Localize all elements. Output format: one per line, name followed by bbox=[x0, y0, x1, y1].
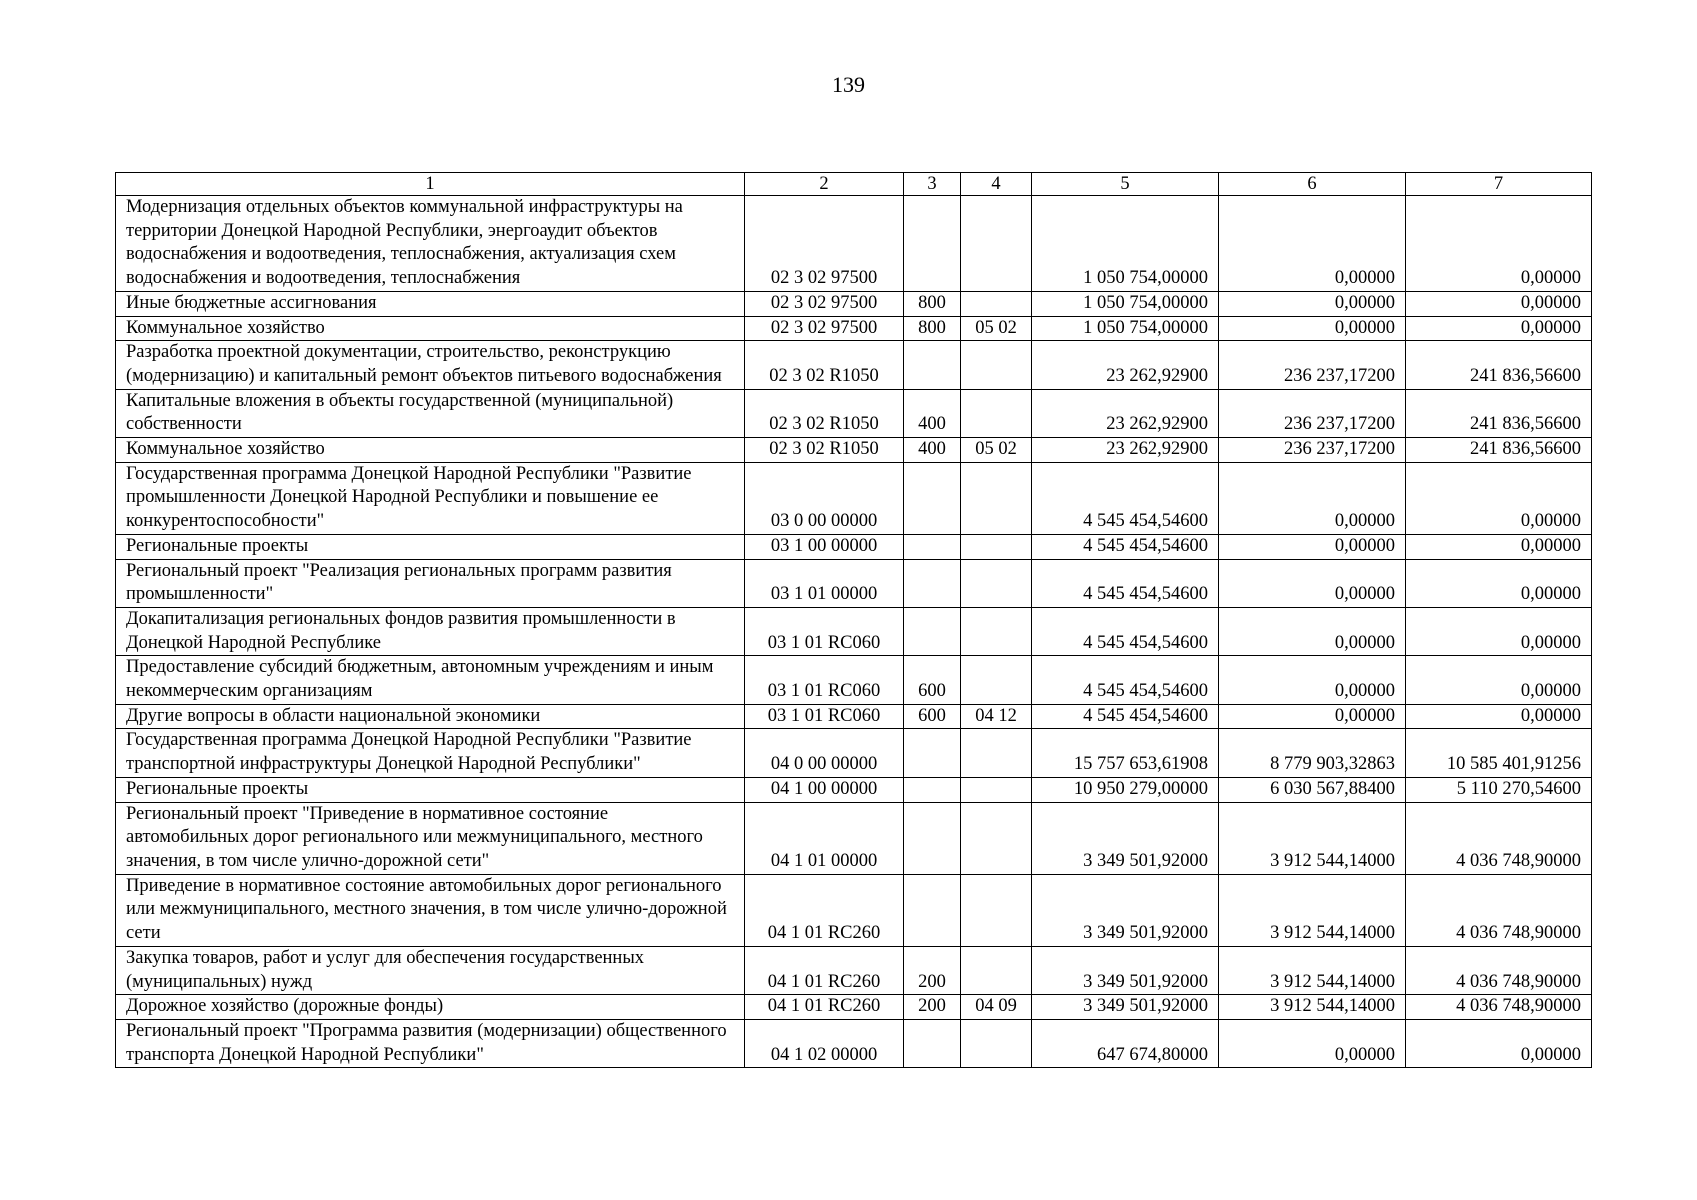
amount-year-1: 4 545 454,54600 bbox=[1032, 559, 1219, 607]
amount-year-2: 8 779 903,32863 bbox=[1219, 729, 1406, 777]
amount-year-3: 0,00000 bbox=[1406, 196, 1592, 292]
column-header: 2 bbox=[745, 173, 904, 196]
expense-type-code: 200 bbox=[904, 995, 961, 1020]
row-description: Иные бюджетные ассигнования bbox=[116, 291, 745, 316]
row-description: Дорожное хозяйство (дорожные фонды) bbox=[116, 995, 745, 1020]
target-article-code: 03 1 01 RC060 bbox=[745, 704, 904, 729]
row-description: Разработка проектной документации, строительство, реконструкцию (модернизацию) и капитальный ремонт объектов питьевого водоснабжения bbox=[116, 341, 745, 389]
amount-year-2: 0,00000 bbox=[1219, 462, 1406, 534]
section-code bbox=[961, 777, 1032, 802]
amount-year-1: 3 349 501,92000 bbox=[1032, 802, 1219, 874]
section-code: 04 09 bbox=[961, 995, 1032, 1020]
column-header: 6 bbox=[1219, 173, 1406, 196]
row-description: Региональный проект "Программа развития (модернизации) общественного транспорта Донецкой Народной Республики" bbox=[116, 1019, 745, 1067]
amount-year-1: 3 349 501,92000 bbox=[1032, 995, 1219, 1020]
expense-type-code bbox=[904, 534, 961, 559]
target-article-code: 02 3 02 R1050 bbox=[745, 389, 904, 437]
amount-year-2: 236 237,17200 bbox=[1219, 341, 1406, 389]
target-article-code: 04 1 02 00000 bbox=[745, 1019, 904, 1067]
row-description: Приведение в нормативное состояние автомобильных дорог регионального или межмуниципального, местного значения, в том числе улично-дорожной сети bbox=[116, 874, 745, 946]
row-description: Предоставление субсидий бюджетным, автономным учреждениям и иным некоммерческим организациям bbox=[116, 656, 745, 704]
amount-year-2: 3 912 544,14000 bbox=[1219, 946, 1406, 994]
column-header: 7 bbox=[1406, 173, 1592, 196]
expense-type-code bbox=[904, 341, 961, 389]
table-row bbox=[116, 438, 1592, 463]
table-row bbox=[116, 316, 1592, 341]
amount-year-3: 0,00000 bbox=[1406, 704, 1592, 729]
expense-type-code bbox=[904, 196, 961, 292]
amount-year-3: 0,00000 bbox=[1406, 656, 1592, 704]
expense-type-code bbox=[904, 1019, 961, 1067]
amount-year-3: 4 036 748,90000 bbox=[1406, 802, 1592, 874]
table-row bbox=[116, 777, 1592, 802]
amount-year-1: 4 545 454,54600 bbox=[1032, 704, 1219, 729]
amount-year-2: 6 030 567,88400 bbox=[1219, 777, 1406, 802]
amount-year-2: 0,00000 bbox=[1219, 704, 1406, 729]
amount-year-3: 10 585 401,91256 bbox=[1406, 729, 1592, 777]
target-article-code: 03 1 01 RC060 bbox=[745, 656, 904, 704]
column-header: 4 bbox=[961, 173, 1032, 196]
amount-year-1: 4 545 454,54600 bbox=[1032, 656, 1219, 704]
section-code bbox=[961, 196, 1032, 292]
amount-year-2: 0,00000 bbox=[1219, 196, 1406, 292]
expense-type-code bbox=[904, 462, 961, 534]
column-header: 3 bbox=[904, 173, 961, 196]
section-code bbox=[961, 1019, 1032, 1067]
expense-type-code: 200 bbox=[904, 946, 961, 994]
row-description: Докапитализация региональных фондов развития промышленности в Донецкой Народной Республике bbox=[116, 607, 745, 655]
amount-year-1: 1 050 754,00000 bbox=[1032, 291, 1219, 316]
section-code: 05 02 bbox=[961, 316, 1032, 341]
table-row bbox=[116, 196, 1592, 292]
amount-year-1: 23 262,92900 bbox=[1032, 389, 1219, 437]
amount-year-3: 241 836,56600 bbox=[1406, 438, 1592, 463]
target-article-code: 02 3 02 97500 bbox=[745, 196, 904, 292]
amount-year-2: 236 237,17200 bbox=[1219, 389, 1406, 437]
row-description: Коммунальное хозяйство bbox=[116, 438, 745, 463]
amount-year-2: 0,00000 bbox=[1219, 656, 1406, 704]
amount-year-1: 4 545 454,54600 bbox=[1032, 607, 1219, 655]
row-description: Региональные проекты bbox=[116, 777, 745, 802]
section-code bbox=[961, 656, 1032, 704]
expense-type-code: 800 bbox=[904, 291, 961, 316]
table-row bbox=[116, 874, 1592, 946]
amount-year-1: 1 050 754,00000 bbox=[1032, 316, 1219, 341]
expense-type-code bbox=[904, 729, 961, 777]
table-row bbox=[116, 656, 1592, 704]
amount-year-1: 10 950 279,00000 bbox=[1032, 777, 1219, 802]
target-article-code: 02 3 02 97500 bbox=[745, 316, 904, 341]
table-row bbox=[116, 341, 1592, 389]
row-description: Региональный проект "Приведение в нормативное состояние автомобильных дорог регионального или межмуниципального, местного значения, в том числе улично-дорожной сети" bbox=[116, 802, 745, 874]
amount-year-1: 4 545 454,54600 bbox=[1032, 534, 1219, 559]
table-body bbox=[116, 196, 1592, 1068]
amount-year-2: 3 912 544,14000 bbox=[1219, 874, 1406, 946]
target-article-code: 03 1 01 00000 bbox=[745, 559, 904, 607]
amount-year-1: 3 349 501,92000 bbox=[1032, 874, 1219, 946]
row-description: Капитальные вложения в объекты государственной (муниципальной) собственности bbox=[116, 389, 745, 437]
table-row bbox=[116, 291, 1592, 316]
expense-type-code bbox=[904, 802, 961, 874]
amount-year-3: 0,00000 bbox=[1406, 291, 1592, 316]
amount-year-1: 15 757 653,61908 bbox=[1032, 729, 1219, 777]
target-article-code: 04 1 01 RC260 bbox=[745, 874, 904, 946]
row-description: Закупка товаров, работ и услуг для обеспечения государственных (муниципальных) нужд bbox=[116, 946, 745, 994]
table-row bbox=[116, 995, 1592, 1020]
header-row bbox=[116, 173, 1592, 196]
target-article-code: 02 3 02 R1050 bbox=[745, 438, 904, 463]
target-article-code: 04 1 01 RC260 bbox=[745, 995, 904, 1020]
amount-year-3: 5 110 270,54600 bbox=[1406, 777, 1592, 802]
expense-type-code bbox=[904, 777, 961, 802]
target-article-code: 04 1 01 00000 bbox=[745, 802, 904, 874]
column-header: 5 bbox=[1032, 173, 1219, 196]
amount-year-3: 0,00000 bbox=[1406, 316, 1592, 341]
expense-type-code bbox=[904, 559, 961, 607]
amount-year-1: 23 262,92900 bbox=[1032, 438, 1219, 463]
amount-year-3: 0,00000 bbox=[1406, 1019, 1592, 1067]
row-description: Региональный проект "Реализация региональных программ развития промышленности" bbox=[116, 559, 745, 607]
amount-year-3: 241 836,56600 bbox=[1406, 341, 1592, 389]
amount-year-2: 3 912 544,14000 bbox=[1219, 802, 1406, 874]
budget-table bbox=[115, 172, 1592, 1068]
row-description: Государственная программа Донецкой Народной Республики "Развитие промышленности Донецкой Народной Республики и повышение ее конкурентоспособности" bbox=[116, 462, 745, 534]
amount-year-1: 23 262,92900 bbox=[1032, 341, 1219, 389]
section-code bbox=[961, 389, 1032, 437]
target-article-code: 03 1 00 00000 bbox=[745, 534, 904, 559]
section-code bbox=[961, 341, 1032, 389]
amount-year-3: 4 036 748,90000 bbox=[1406, 874, 1592, 946]
table-row bbox=[116, 534, 1592, 559]
row-description: Региональные проекты bbox=[116, 534, 745, 559]
table-row bbox=[116, 462, 1592, 534]
amount-year-1: 4 545 454,54600 bbox=[1032, 462, 1219, 534]
amount-year-3: 4 036 748,90000 bbox=[1406, 995, 1592, 1020]
amount-year-2: 0,00000 bbox=[1219, 316, 1406, 341]
amount-year-2: 0,00000 bbox=[1219, 534, 1406, 559]
table-row bbox=[116, 607, 1592, 655]
amount-year-1: 1 050 754,00000 bbox=[1032, 196, 1219, 292]
amount-year-2: 236 237,17200 bbox=[1219, 438, 1406, 463]
section-code bbox=[961, 534, 1032, 559]
expense-type-code bbox=[904, 874, 961, 946]
target-article-code: 04 1 00 00000 bbox=[745, 777, 904, 802]
expense-type-code: 600 bbox=[904, 656, 961, 704]
row-description: Государственная программа Донецкой Народной Республики "Развитие транспортной инфраструктуры Донецкой Народной Республики" bbox=[116, 729, 745, 777]
table-row bbox=[116, 802, 1592, 874]
table-row bbox=[116, 704, 1592, 729]
amount-year-2: 0,00000 bbox=[1219, 291, 1406, 316]
section-code bbox=[961, 802, 1032, 874]
target-article-code: 03 0 00 00000 bbox=[745, 462, 904, 534]
target-article-code: 04 1 01 RC260 bbox=[745, 946, 904, 994]
section-code bbox=[961, 729, 1032, 777]
amount-year-3: 0,00000 bbox=[1406, 607, 1592, 655]
table-row bbox=[116, 946, 1592, 994]
target-article-code: 04 0 00 00000 bbox=[745, 729, 904, 777]
amount-year-3: 0,00000 bbox=[1406, 559, 1592, 607]
column-header: 1 bbox=[116, 173, 745, 196]
amount-year-3: 0,00000 bbox=[1406, 462, 1592, 534]
target-article-code: 02 3 02 97500 bbox=[745, 291, 904, 316]
table-row bbox=[116, 729, 1592, 777]
row-description: Другие вопросы в области национальной экономики bbox=[116, 704, 745, 729]
amount-year-3: 0,00000 bbox=[1406, 534, 1592, 559]
expense-type-code: 400 bbox=[904, 438, 961, 463]
expense-type-code: 800 bbox=[904, 316, 961, 341]
section-code: 04 12 bbox=[961, 704, 1032, 729]
section-code bbox=[961, 607, 1032, 655]
section-code bbox=[961, 874, 1032, 946]
row-description: Коммунальное хозяйство bbox=[116, 316, 745, 341]
amount-year-2: 0,00000 bbox=[1219, 1019, 1406, 1067]
expense-type-code: 400 bbox=[904, 389, 961, 437]
amount-year-1: 3 349 501,92000 bbox=[1032, 946, 1219, 994]
amount-year-2: 3 912 544,14000 bbox=[1219, 995, 1406, 1020]
amount-year-2: 0,00000 bbox=[1219, 559, 1406, 607]
amount-year-2: 0,00000 bbox=[1219, 607, 1406, 655]
page-number: 139 bbox=[832, 72, 865, 97]
expense-type-code bbox=[904, 607, 961, 655]
section-code bbox=[961, 462, 1032, 534]
table-row bbox=[116, 389, 1592, 437]
table-row bbox=[116, 1019, 1592, 1067]
amount-year-3: 241 836,56600 bbox=[1406, 389, 1592, 437]
target-article-code: 03 1 01 RC060 bbox=[745, 607, 904, 655]
target-article-code: 02 3 02 R1050 bbox=[745, 341, 904, 389]
amount-year-1: 647 674,80000 bbox=[1032, 1019, 1219, 1067]
expense-type-code: 600 bbox=[904, 704, 961, 729]
row-description: Модернизация отдельных объектов коммунальной инфраструктуры на территории Донецкой Народной Республики, энергоаудит объектов водоснабжения и водоотведения, теплоснабжения, актуализация схем водоснабжения и водоотведения, теплоснабжения bbox=[116, 196, 745, 292]
table-row bbox=[116, 559, 1592, 607]
section-code bbox=[961, 559, 1032, 607]
section-code: 05 02 bbox=[961, 438, 1032, 463]
amount-year-3: 4 036 748,90000 bbox=[1406, 946, 1592, 994]
section-code bbox=[961, 946, 1032, 994]
section-code bbox=[961, 291, 1032, 316]
